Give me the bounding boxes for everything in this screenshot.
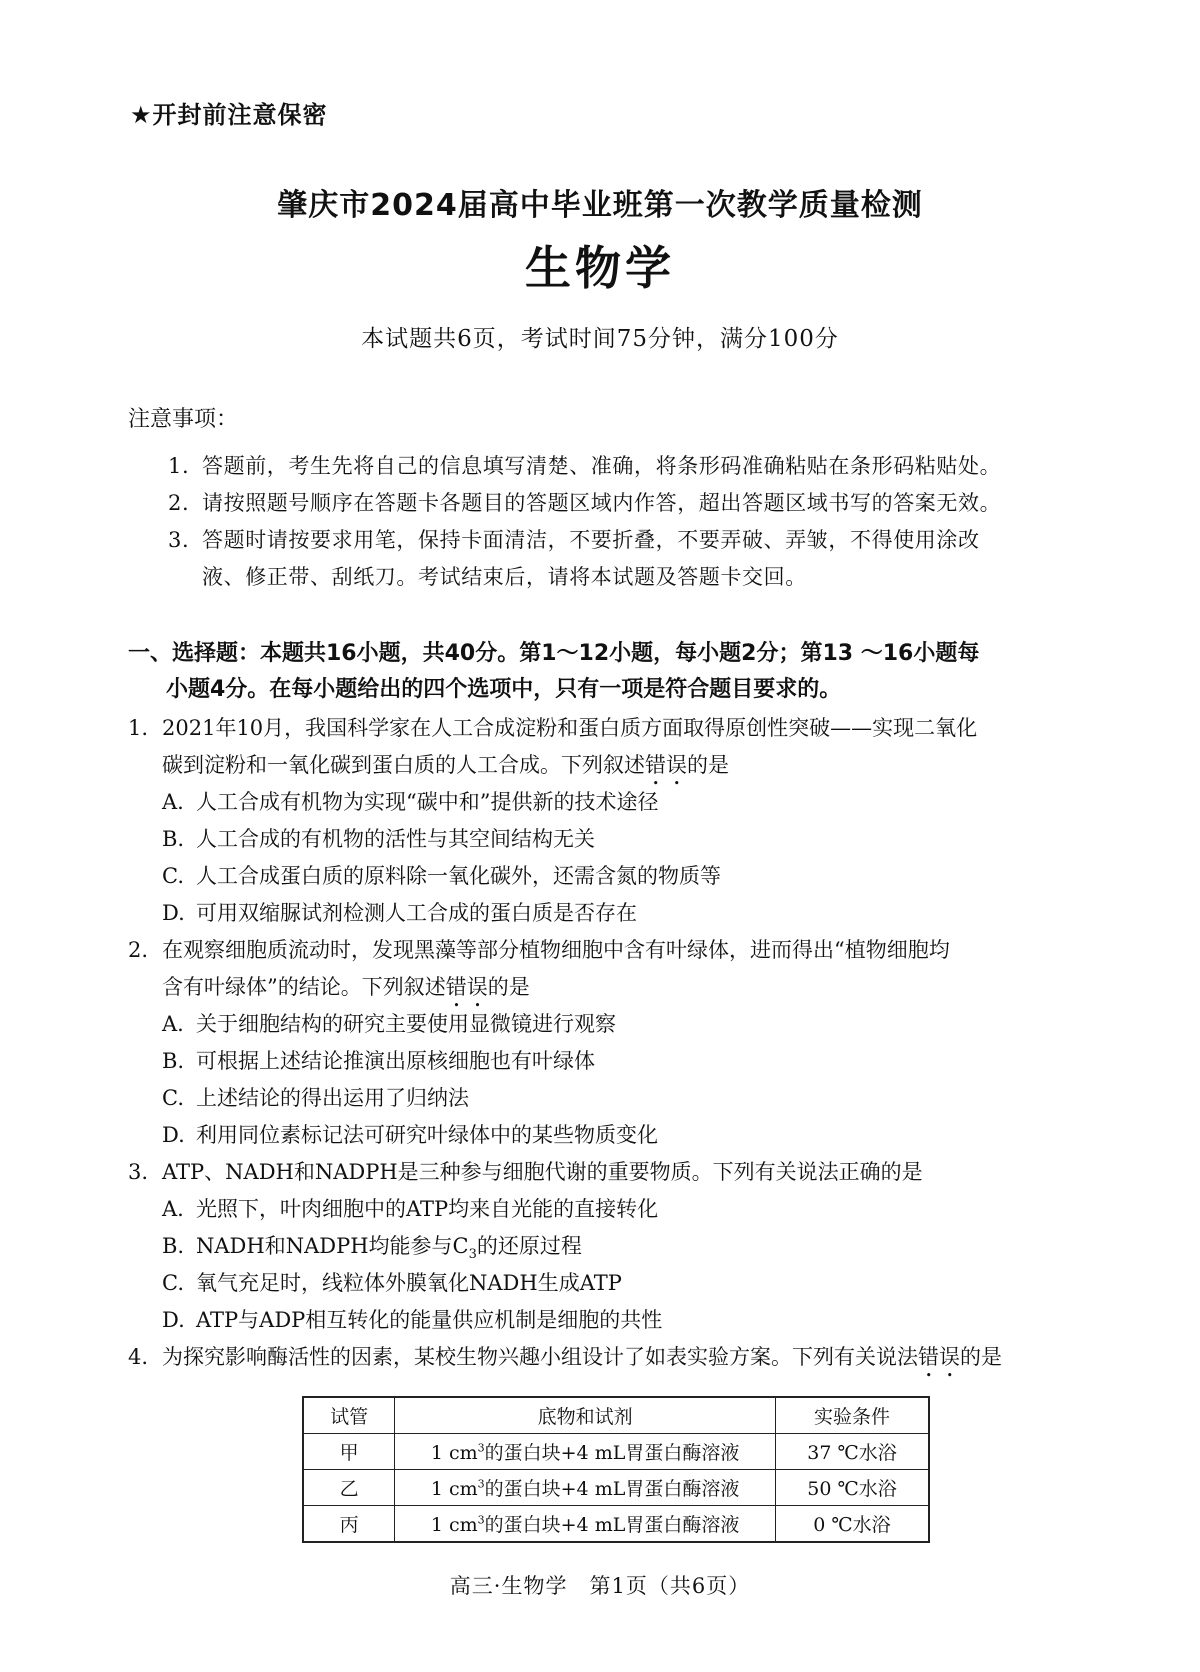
option-text: 利用同位素标记法可研究叶绿体中的某些物质变化 [196,1123,658,1147]
option-text: 人工合成有机物为实现“碳中和”提供新的技术途径 [196,790,659,814]
table-row [303,1470,929,1506]
question-3-stem [128,1156,923,1186]
emphasized-word: 错误 [645,753,687,777]
question-stem-text: 在观察细胞质流动时，发现黑藻等部分植物细胞中含有叶绿体，进而得出“植物细胞均 [162,938,950,962]
superscript: 3 [477,1441,485,1455]
notice-item-number: 1. [168,454,190,478]
option-text: 可根据上述结论推演出原核细胞也有叶绿体 [196,1049,595,1073]
page-footer: 高三·生物学 第1页（共6页） [449,1574,751,1598]
section-heading-line-1: 一、选择题：本题共16小题，共40分。第1～12小题，每小题2分；第13 ～16小题每 [128,641,980,666]
experiment-table [302,1396,930,1543]
emphasized-word: 错误 [918,1345,960,1369]
question-stem-text: ATP、NADH和NADPH是三种参与细胞代谢的重要物质。下列有关说法正确的是 [162,1160,923,1184]
question-1-option-a [162,786,658,816]
question-1-option-c [162,860,721,890]
reagent-text: 1 cm [430,1478,478,1500]
option-label: B. [162,1234,185,1258]
notice-item-number: 2. [168,491,190,515]
reagent-text: 的蛋白块+4 mL胃蛋白酶溶液 [484,1478,740,1500]
question-3-option-c [162,1267,622,1297]
tube-cell: 乙 [303,1470,395,1506]
notice-heading: 注意事项： [128,407,239,432]
table-row [303,1434,929,1470]
superscript: 3 [477,1477,485,1491]
superscript: 3 [477,1513,485,1527]
question-2-option-a [162,1008,616,1038]
notice-item-2 [168,487,1001,517]
option-text-continued: 的还原过程 [476,1234,582,1258]
option-text: 氧气充足时，线粒体外膜氧化NADH生成ATP [196,1271,622,1295]
tube-cell: 甲 [303,1434,395,1470]
question-stem-text: 含有叶绿体”的结论。下列叙述 [162,975,446,999]
option-label: D. [162,901,185,925]
emphasized-word: 错误 [445,975,488,999]
notice-item-3-continued: 液、修正带、刮纸刀。考试结束后，请将本试题及答题卡交回。 [202,565,807,589]
table-header-row [303,1397,929,1434]
column-header-reagent: 底物和试剂 [395,1397,776,1434]
notice-item-number: 3. [168,528,190,552]
exam-info: 本试题共6页，考试时间75分钟，满分100分 [361,326,839,352]
question-stem-text: 为探究影响酶活性的因素，某校生物兴趣小组设计了如表实验方案。下列有关说法 [162,1345,918,1369]
reagent-cell [395,1434,776,1470]
reagent-cell [395,1470,776,1506]
question-stem-text: 碳到淀粉和一氧化碳到蛋白质的人工合成。下列叙述 [162,753,645,777]
question-3-option-b [162,1230,582,1262]
question-number: 3. [128,1160,149,1184]
question-3-option-d [162,1304,662,1334]
question-1-option-b [162,823,595,853]
option-label: D. [162,1123,185,1147]
notice-item-text: 请按照题号顺序在答题卡各题目的答题区域内作答，超出答题区域书写的答案无效。 [202,491,1002,515]
option-label: B. [162,827,185,851]
question-number: 4. [128,1345,149,1369]
option-text: 上述结论的得出运用了归纳法 [196,1086,469,1110]
column-header-condition: 实验条件 [775,1397,929,1434]
notice-item-3 [168,524,980,554]
notice-item-1 [168,450,1001,480]
option-label: A. [162,1197,184,1221]
question-2-option-b [162,1045,595,1075]
option-label: A. [162,1012,184,1036]
notice-item-text: 答题前，考生先将自己的信息填写清楚、准确，将条形码准确粘贴在条形码粘贴处。 [202,454,1002,478]
reagent-cell [395,1506,776,1543]
question-stem-text: 的是 [687,753,729,777]
tube-cell: 丙 [303,1506,395,1543]
question-1-stem-continued [162,749,729,790]
reagent-text: 的蛋白块+4 mL胃蛋白酶溶液 [484,1514,740,1536]
table-row [303,1506,929,1543]
option-label: C. [162,1271,184,1295]
notice-item-text: 答题时请按要求用笔，保持卡面清洁，不要折叠，不要弄破、弄皱，不得使用涂改 [202,528,980,552]
option-text: 可用双缩脲试剂检测人工合成的蛋白质是否存在 [196,901,637,925]
option-text: 人工合成的有机物的活性与其空间结构无关 [196,827,595,851]
confidential-label: ★开封前注意保密 [130,101,328,129]
question-1-stem [128,712,977,742]
option-text: 人工合成蛋白质的原料除一氧化碳外，还需含氮的物质等 [196,864,721,888]
question-stem-text: 2021年10月，我国科学家在人工合成淀粉和蛋白质方面取得原创性突破——实现二氧化 [162,716,978,740]
exam-title: 肇庆市2024届高中毕业班第一次教学质量检测 [277,188,923,223]
subject-title: 生物学 [525,241,675,295]
option-text: 光照下，叶肉细胞中的ATP均来自光能的直接转化 [196,1197,659,1221]
question-stem-text: 的是 [487,975,530,999]
option-label: C. [162,864,184,888]
option-text: ATP与ADP相互转化的能量供应机制是细胞的共性 [196,1308,663,1332]
question-2-stem [128,934,950,964]
condition-cell: 37 ℃水浴 [775,1434,929,1470]
question-2-option-d [162,1119,658,1149]
reagent-text: 的蛋白块+4 mL胃蛋白酶溶液 [484,1442,740,1464]
question-number: 2. [128,938,149,962]
option-text: NADH和NADPH均能参与C [196,1234,469,1258]
column-header-tube: 试管 [303,1397,395,1434]
question-1-option-d [162,897,637,927]
question-3-option-a [162,1193,658,1223]
option-text: 关于细胞结构的研究主要使用显微镜进行观察 [196,1012,616,1036]
condition-cell: 50 ℃水浴 [775,1470,929,1506]
option-label: A. [162,790,184,814]
option-label: D. [162,1308,185,1332]
condition-cell: 0 ℃水浴 [775,1506,929,1543]
reagent-text: 1 cm [430,1514,478,1536]
question-2-stem-continued [162,971,530,1012]
section-heading-line-2: 小题4分。在每小题给出的四个选项中，只有一项是符合题目要求的。 [166,677,842,702]
question-2-option-c [162,1082,469,1112]
subscript: 3 [468,1247,477,1263]
question-4-stem [128,1341,1002,1382]
option-label: C. [162,1086,184,1110]
reagent-text: 1 cm [430,1442,478,1464]
question-stem-text: 的是 [960,1345,1002,1369]
question-number: 1. [128,716,149,740]
option-label: B. [162,1049,185,1073]
